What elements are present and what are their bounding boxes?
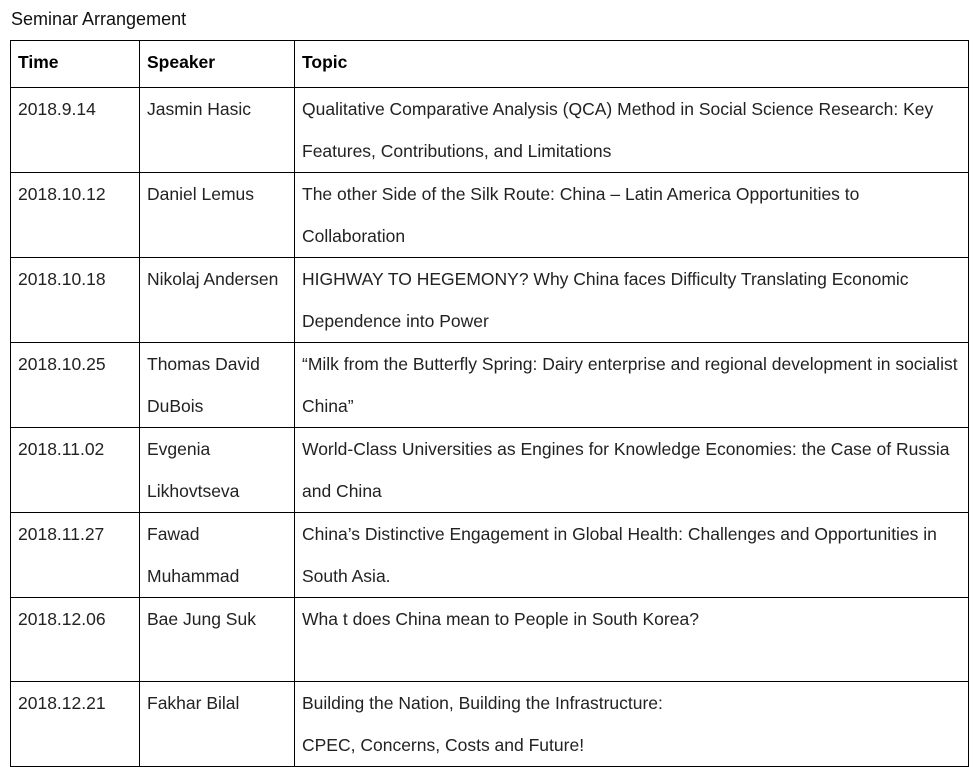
topic-cell: World-Class Universities as Engines for Knowledge Economies: the Case of Russia and China <box>295 428 969 513</box>
header-speaker: Speaker <box>140 41 295 88</box>
table-row <box>11 88 969 173</box>
time-cell: 2018.11.02 <box>11 428 140 513</box>
table-row <box>11 598 969 682</box>
table-row <box>11 428 969 513</box>
topic-cell <box>295 682 969 767</box>
time-cell: 2018.10.12 <box>11 173 140 258</box>
speaker-cell: Fakhar Bilal <box>140 682 295 767</box>
speaker-cell: Nikolaj Andersen <box>140 258 295 343</box>
topic-cell: China’s Distinctive Engagement in Global Health: Challenges and Opportunities in South Asia. <box>295 513 969 598</box>
topic-cell: HIGHWAY TO HEGEMONY? Why China faces Difficulty Translating Economic Dependence into Power <box>295 258 969 343</box>
topic-line: CPEC, Concerns, Costs and Future! <box>302 735 585 755</box>
table-row <box>11 173 969 258</box>
table-row <box>11 682 969 767</box>
table-row <box>11 513 969 598</box>
topic-cell: Qualitative Comparative Analysis (QCA) Method in Social Science Research: Key Features, Contributions, and Limitations <box>295 88 969 173</box>
table-header-row <box>11 41 969 88</box>
header-topic: Topic <box>295 41 969 88</box>
speaker-cell: Thomas David DuBois <box>140 343 295 428</box>
time-cell: 2018.10.25 <box>11 343 140 428</box>
seminar-table <box>10 40 969 767</box>
page-title: Seminar Arrangement <box>11 9 187 29</box>
speaker-cell: Jasmin Hasic <box>140 88 295 173</box>
speaker-cell: Fawad Muhammad <box>140 513 295 598</box>
time-cell: 2018.9.14 <box>11 88 140 173</box>
time-cell: 2018.11.27 <box>11 513 140 598</box>
speaker-cell: Daniel Lemus <box>140 173 295 258</box>
time-cell: 2018.12.06 <box>11 598 140 682</box>
table-row <box>11 258 969 343</box>
header-time: Time <box>11 41 140 88</box>
time-cell: 2018.12.21 <box>11 682 140 767</box>
speaker-cell: Evgenia Likhovtseva <box>140 428 295 513</box>
topic-line: Building the Nation, Building the Infrastructure: <box>302 693 663 713</box>
topic-cell: “Milk from the Butterfly Spring: Dairy enterprise and regional development in socialist China” <box>295 343 969 428</box>
topic-cell: Wha t does China mean to People in South Korea? <box>295 598 969 682</box>
time-cell: 2018.10.18 <box>11 258 140 343</box>
topic-cell: The other Side of the Silk Route: China – Latin America Opportunities to Collaboration <box>295 173 969 258</box>
speaker-cell: Bae Jung Suk <box>140 598 295 682</box>
table-row <box>11 343 969 428</box>
